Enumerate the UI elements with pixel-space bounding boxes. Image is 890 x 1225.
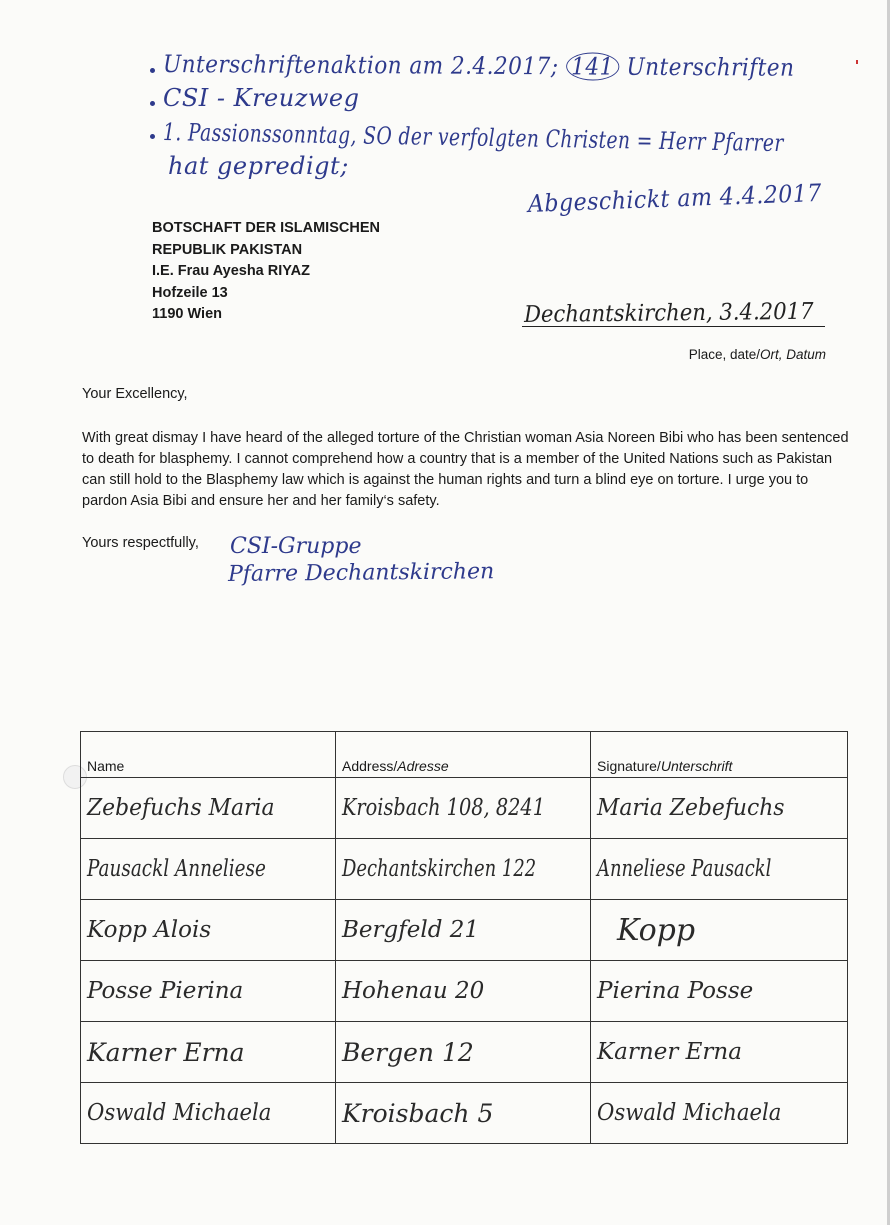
table-row <box>81 1083 848 1144</box>
sent-note: Abgeschickt am 4.4.2017 <box>527 178 823 218</box>
letter-body: With great dismay I have heard of the alleged torture of the Christian woman Asia Noreen Bibi who has been sentenced to death for blasphemy. I cannot comprehend how a country that is a member of the United Nations such as Pakistan can still hold to the Blasphemy law which is against the human rights and turn a blind eye on torture. I urge you to pardon Asia Bibi and ensure her and her family‘s safety. <box>82 430 849 509</box>
recipient-line-street: Hofzeile 13 <box>152 284 228 301</box>
signature-cell: Karner Erna <box>591 1022 848 1083</box>
recipient-address <box>152 218 380 326</box>
sender-group: CSI-Gruppe <box>230 534 362 559</box>
name-cell: Karner Erna <box>81 1022 336 1083</box>
table-row <box>81 1022 848 1083</box>
signature-cell: Kopp <box>591 900 848 961</box>
table-row <box>81 778 848 839</box>
header-signature: Signature/Unterschrift <box>591 732 848 778</box>
closing: Yours respectfully, <box>82 535 199 551</box>
signature-count-circled: 141 <box>566 52 620 80</box>
address-cell: Dechantskirchen 122 <box>336 839 591 900</box>
recipient-line-city: 1190 Wien <box>152 306 222 322</box>
address-cell: Kroisbach 5 <box>336 1083 591 1144</box>
header-name: Name <box>81 732 336 778</box>
address-cell: Hohenau 20 <box>336 961 591 1022</box>
name-cell: Pausackl Anneliese <box>81 839 336 900</box>
note-line1-suffix: Unterschriften <box>626 52 795 82</box>
signature-cell: Maria Zebefuchs <box>591 778 848 839</box>
name-cell: Oswald Michaela <box>81 1083 336 1144</box>
address-cell: Bergen 12 <box>336 1022 591 1083</box>
header-address: Address/Adresse <box>336 732 591 778</box>
note-line-passion-sunday: 1. Passionssonntag, SO der verfolgten Christen = Herr Pfarrer <box>162 118 784 158</box>
address-cell: Kroisbach 108, 8241 <box>336 778 591 839</box>
recipient-line-embassy: BOTSCHAFT DER ISLAMISCHEN <box>152 220 380 236</box>
place-date-line <box>522 326 825 327</box>
note-bullet <box>150 101 155 106</box>
note-bullet <box>150 68 155 73</box>
signature-cell: Pierina Posse <box>591 961 848 1022</box>
name-cell: Zebefuchs Maria <box>81 778 336 839</box>
sender-parish: Pfarre Dechantskirchen <box>227 559 495 587</box>
recipient-line-country: REPUBLIK PAKISTAN <box>152 241 303 258</box>
signature-cell: Oswald Michaela <box>591 1083 848 1144</box>
note-bullet <box>150 134 155 139</box>
signature-cell: Anneliese Pausackl <box>591 839 848 900</box>
table-header-row <box>81 732 848 778</box>
paper-speck <box>856 60 858 64</box>
note-line-kreuzweg: CSI - Kreuzweg <box>163 84 360 112</box>
name-cell: Kopp Alois <box>81 900 336 961</box>
table-row <box>81 961 848 1022</box>
recipient-line-ambassador: I.E. Frau Ayesha RIYAZ <box>152 263 310 279</box>
place-date-label: Place, date/Ort, Datum <box>688 347 826 362</box>
place-date-handwritten: Dechantskirchen, 3.4.2017 <box>523 298 814 328</box>
note-line1-prefix: Unterschriftenaktion am 2.4.2017; <box>162 50 559 81</box>
salutation: Your Excellency, <box>82 386 188 402</box>
address-cell: Bergfeld 21 <box>336 900 591 961</box>
note-line-signature-campaign <box>163 50 795 82</box>
table-row <box>81 839 848 900</box>
table-row <box>81 900 848 961</box>
note-line-sermon: hat gepredigt; <box>168 152 349 180</box>
name-cell: Posse Pierina <box>81 961 336 1022</box>
signature-table <box>80 731 848 1144</box>
